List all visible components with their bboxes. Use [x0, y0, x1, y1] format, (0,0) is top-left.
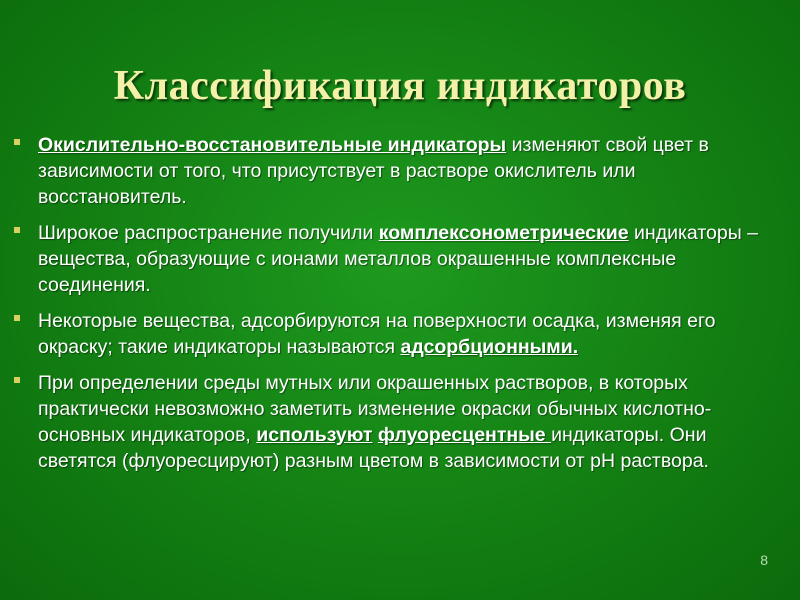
bullet-marker-icon	[14, 139, 20, 145]
bullet-text-rest: индикаторы – вещества, образующие с ионами металлов окрашенные комплексные соединения.	[38, 222, 759, 296]
page-number: 8	[760, 552, 768, 568]
bullet-text-before: При определении среды мутных или окрашенных растворов, в которых практически невозможно заметить изменение окраски обычных кислотно-основных индикаторов,	[38, 372, 712, 446]
bullet-marker-icon	[14, 315, 20, 321]
bullet-emphasis: комплексонометрические	[378, 222, 629, 244]
bullet-marker-icon	[14, 227, 20, 233]
bullet-item	[14, 132, 784, 210]
bullet-text	[38, 220, 784, 298]
bullet-text-rest: изменяют свой цвет в зависимости от того, что присутствует в растворе окислитель или восстановитель.	[38, 134, 709, 208]
bullet-text	[38, 308, 784, 360]
bullet-emphasis-2: флуоресцентные	[377, 424, 552, 446]
bullet-list	[14, 132, 784, 484]
bullet-item	[14, 370, 784, 474]
bullet-text	[38, 370, 784, 474]
bullet-item	[14, 308, 784, 360]
bullet-marker-icon	[14, 377, 20, 383]
bullet-text	[38, 132, 784, 210]
bullet-emphasis: используют	[256, 424, 373, 446]
bullet-item	[14, 220, 784, 298]
bullet-emphasis: адсорбционными.	[400, 336, 579, 358]
bullet-text-rest: индикаторы. Они светятся (флуоресцируют) разным цветом в зависимости от pH раствора.	[38, 424, 709, 472]
bullet-text-before: Некоторые вещества, адсорбируются на поверхности осадка, изменяя его окраску; такие индикаторы называются	[38, 310, 716, 358]
slide-title: Классификация индикаторов	[113, 63, 687, 109]
bullet-text-before: Широкое распространение получили	[38, 222, 379, 244]
bullet-emphasis: Окислительно-восстановительные индикаторы	[38, 134, 507, 156]
